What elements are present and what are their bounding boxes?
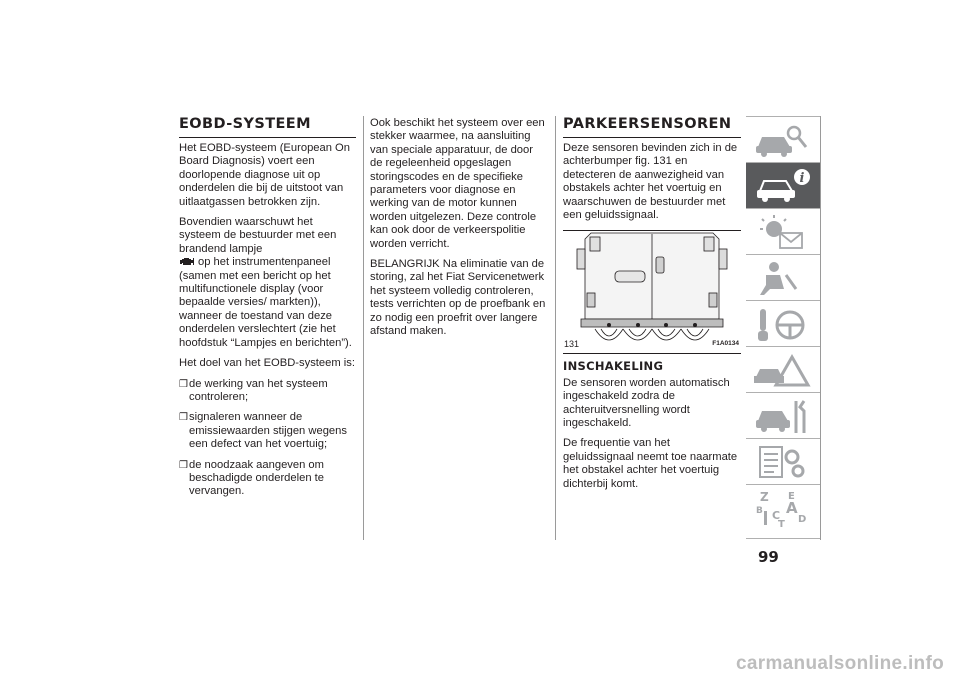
tab-car-info[interactable] <box>746 162 820 208</box>
watermark: carmanualsonline.info <box>736 653 944 674</box>
index-letter: C <box>772 509 781 522</box>
index-letter: D <box>798 514 807 525</box>
tab-safety[interactable] <box>746 254 820 300</box>
tab-maintenance[interactable] <box>746 392 820 438</box>
index-letter: T <box>778 519 785 527</box>
bullet-mark: ❒ <box>179 412 188 424</box>
warning-lights-messages-icon <box>752 213 814 251</box>
list-item <box>179 459 356 499</box>
index-letter: E <box>788 491 795 502</box>
breakdown-triangle-icon <box>752 351 814 389</box>
index-letter: Z <box>760 490 769 504</box>
paragraph: Deze sensoren bevinden zich in de achterbumper fig. 131 en detecteren de aanwezigheid van obstakels achter het voertuig en waarschuwen de bestuurder met een geluidssignaal. <box>563 142 738 222</box>
tab-index[interactable] <box>746 484 820 530</box>
tab-emergency[interactable] <box>746 346 820 392</box>
paragraph: De frequentie van het geluidssignaal neemt toe naarmate het obstakel achter het voertuig dichterbij komt. <box>563 437 738 490</box>
list-item <box>179 411 356 451</box>
car-info-icon <box>752 167 814 205</box>
paragraph-text: op het instrumentenpaneel (samen met een bericht op het multifunctionele display (voor bepaalde versies/ markten)), wanneer de toestand van deze onderdelen verslechtert (zie het hoofdstuk “Lampjes en berichten”). <box>179 256 352 349</box>
key-steering-wheel-icon <box>752 305 814 343</box>
tab-starting-driving[interactable] <box>746 300 820 346</box>
bullet-mark: ❒ <box>179 459 188 471</box>
list-item <box>179 378 356 405</box>
figure-code: F1A0134 <box>712 340 739 348</box>
van-rear-illustration <box>563 231 741 353</box>
sidebar-divider <box>820 116 821 540</box>
paragraph: De sensoren worden automatisch ingeschakeld zodra de achteruitversnelling wordt ingeschakeld. <box>563 376 730 430</box>
svg-text:i: i <box>799 171 805 186</box>
paragraph <box>179 216 356 350</box>
column-divider <box>555 116 556 540</box>
column-eobd <box>179 116 356 506</box>
figure-number: 131 <box>564 339 580 350</box>
section-heading-parking-sensors: PARKEERSENSOREN <box>563 116 741 138</box>
subheading-inschakeling: INSCHAKELING <box>563 359 664 374</box>
bullet-mark: ❒ <box>179 378 188 390</box>
technical-data-icon <box>752 443 814 481</box>
column-divider <box>363 116 364 540</box>
paragraph: Ook beschikt het systeem over een stekker waarmee, na aansluiting van speciale apparatuur, de door de regeleenheid opgeslagen storingscodes en de specifieke parameters voor diagnose en werking van de motor kunnen worden uitgelezen. Deze controle kan ook door de verkeerspolitie worden verricht. <box>370 117 545 250</box>
car-service-tools-icon <box>752 397 814 435</box>
tab-bottom-rule <box>746 538 820 539</box>
page-number: 99 <box>758 548 779 566</box>
tab-car-search[interactable] <box>746 116 820 162</box>
engine-warning-icon <box>179 257 195 266</box>
list-item-text: de noodzaak aangeven om beschadigde onderdelen te vervangen. <box>189 458 324 498</box>
paragraph-text: Bovendien waarschuwt het systeem de bestuurder met een brandend lampje <box>179 216 337 255</box>
paragraph: Het EOBD-systeem (European On Board Diagnosis) voert een doorlopende diagnose uit op onderdelen die bij de uitstoot van uitlaatgassen betrokken zijn. <box>179 142 350 208</box>
tab-warning-lights[interactable] <box>746 208 820 254</box>
figure-131 <box>563 230 741 354</box>
airbag-seat-icon <box>752 259 814 297</box>
paragraph-important: BELANGRIJK Na eliminatie van de storing, zal het Fiat Servicenetwerk het systeem volledig controleren, tests verrichten op de proefbank en zo nodig een proefrit over langere afstand maken. <box>370 258 546 338</box>
index-letter: A <box>786 499 798 517</box>
column-parking-sensors <box>563 116 741 498</box>
car-search-icon <box>752 121 814 159</box>
column-eobd-continued <box>370 117 548 346</box>
paragraph: Het doel van het EOBD-systeem is: <box>179 357 355 370</box>
list-item-text: signaleren wanneer de emissiewaarden stijgen wegens een defect van het voertuig; <box>189 411 347 451</box>
chapter-tabs <box>746 116 820 530</box>
alphabetical-index-icon <box>752 489 814 527</box>
list-item-text: de werking van het systeem controleren; <box>189 377 328 403</box>
section-heading-eobd: EOBD-SYSTEEM <box>179 116 356 138</box>
tab-technical-data[interactable] <box>746 438 820 484</box>
index-letter: B <box>756 506 763 516</box>
